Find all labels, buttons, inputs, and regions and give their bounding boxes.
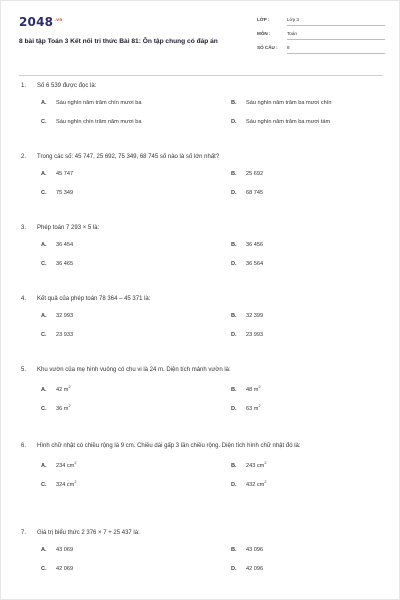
option-letter: D. (231, 190, 237, 196)
option-text: 36 454 (56, 242, 74, 248)
option-letter: D. (231, 481, 237, 488)
option-letter: D. (231, 119, 237, 125)
answer-option[interactable] (41, 260, 73, 268)
question-number: 4. (21, 296, 27, 302)
answer-option[interactable] (231, 99, 331, 107)
meta-value: Lớp 3 (287, 17, 299, 22)
question-3 (21, 223, 381, 269)
meta-label: SỐ CÂU : (257, 45, 278, 50)
option-text: Sáu nghìn năm trăm chín mươi ba (56, 100, 142, 106)
meta-underline (287, 53, 385, 54)
option-text: 36 m (56, 405, 69, 412)
question-number: 3. (21, 225, 27, 231)
option-letter: C. (41, 481, 47, 488)
option-text: Sáu nghìn chín trăm năm mươi ba (56, 119, 142, 125)
meta-row-subject (257, 29, 385, 43)
answer-options (21, 546, 381, 574)
question-stem (21, 152, 381, 162)
answer-option[interactable] (231, 546, 263, 554)
meta-label: MÔN : (257, 31, 271, 36)
logo-main: 2048 (19, 15, 54, 29)
option-letter: B. (231, 547, 237, 553)
option-letter: A. (41, 386, 47, 393)
option-superscript: 2 (74, 461, 77, 465)
option-letter: A. (41, 242, 47, 248)
question-2 (21, 152, 381, 198)
option-letter: C. (41, 566, 47, 572)
question-1 (21, 81, 381, 127)
question-5 (21, 365, 381, 411)
answer-options (21, 312, 381, 340)
option-text: 68 745 (246, 190, 264, 196)
option-text: 36 456 (246, 242, 264, 248)
option-superscript: 2 (258, 385, 261, 389)
question-text: Kết quả của phép toán 78 364 – 45 371 là: (37, 296, 151, 302)
question-text: Khu vườn của mẹ hình vuông có chu vi là 24 m. Diện tích mảnh vườn là: (37, 367, 231, 373)
question-7 (21, 528, 381, 574)
answer-option[interactable] (231, 459, 266, 470)
option-text: 32 399 (246, 313, 264, 319)
option-letter: D. (231, 566, 237, 572)
answer-option[interactable] (41, 170, 73, 178)
option-text: 432 cm (246, 481, 265, 488)
option-text: 36 564 (246, 261, 264, 267)
answer-option[interactable] (41, 189, 73, 197)
option-superscript: 2 (74, 480, 77, 484)
option-text: 42 069 (56, 566, 74, 572)
question-4 (21, 294, 381, 340)
meta-label: LỚP : (257, 17, 270, 22)
option-letter: C. (41, 190, 47, 196)
option-text: 63 m (246, 405, 259, 412)
answer-options (21, 170, 381, 198)
worksheet-header (19, 13, 385, 71)
question-stem (21, 528, 381, 538)
site-logo[interactable] (19, 15, 62, 29)
option-letter: B. (231, 171, 237, 177)
option-letter: B. (231, 242, 237, 248)
question-number: 5. (21, 367, 27, 373)
answer-option[interactable] (41, 478, 76, 489)
option-text: 42 m (56, 386, 69, 393)
answer-option[interactable] (231, 260, 263, 268)
option-letter: D. (231, 261, 237, 267)
option-superscript: 2 (68, 385, 71, 389)
answer-option[interactable] (41, 241, 73, 249)
option-text: 43 069 (56, 547, 74, 553)
answer-option[interactable] (231, 383, 261, 394)
logo-sub: .vn (54, 18, 63, 23)
meta-value: Toán (287, 31, 297, 36)
option-letter: A. (41, 171, 47, 177)
answer-options (21, 383, 381, 411)
option-letter: B. (231, 386, 237, 393)
option-text: 75 349 (56, 190, 74, 196)
option-letter: C. (41, 261, 47, 267)
answer-option[interactable] (231, 565, 263, 573)
answer-option[interactable] (231, 189, 263, 197)
answer-option[interactable] (231, 241, 263, 249)
option-text: Sáu nghìn năm trăm ba mươi chín (246, 100, 332, 106)
option-letter: D. (231, 332, 237, 338)
answer-option[interactable] (41, 402, 71, 413)
option-text: Sáu nghìn năm trăm ba mươi tám (246, 119, 331, 125)
option-text: 32 993 (56, 313, 74, 319)
question-text: Phép toán 7 293 × 5 là: (37, 225, 100, 231)
option-text: 25 692 (246, 171, 264, 177)
document-title: 8 bài tập Toán 3 Kết nối tri thức Bài 81: Ôn tập chung có đáp án (19, 38, 218, 45)
answer-option[interactable] (41, 565, 73, 573)
option-letter: A. (41, 547, 47, 553)
meta-underline (287, 39, 385, 40)
answer-options (21, 99, 381, 127)
answer-option[interactable] (231, 331, 263, 339)
option-text: 42 096 (246, 566, 264, 572)
question-text: Giá trị biểu thức 2 376 × 7 + 25 437 là: (37, 530, 140, 536)
option-text: 48 m (246, 386, 259, 393)
question-number: 1. (21, 83, 27, 89)
answer-option[interactable] (231, 478, 266, 489)
answer-option[interactable] (231, 312, 263, 320)
option-superscript: 2 (264, 480, 267, 484)
answer-option[interactable] (231, 118, 330, 126)
option-letter: B. (231, 100, 237, 106)
option-letter: A. (41, 462, 47, 469)
answer-option[interactable] (41, 99, 141, 107)
question-text: Hình chữ nhật có chiều rộng là 9 cm. Chiều dài gấp 3 lần chiều rộng. Diện tích hình chữ nhật đó là: (37, 443, 301, 449)
option-letter: C. (41, 332, 47, 338)
option-text: 23 993 (246, 332, 264, 338)
option-letter: B. (231, 313, 237, 319)
option-superscript: 2 (264, 461, 267, 465)
question-stem (21, 441, 381, 451)
question-stem (21, 294, 381, 304)
question-text: Số 6 539 được đọc là: (37, 83, 97, 89)
meta-info (257, 15, 385, 57)
answer-option[interactable] (41, 118, 141, 126)
option-letter: B. (231, 462, 237, 469)
header-divider (19, 75, 383, 76)
option-text: 23 933 (56, 332, 74, 338)
answer-option[interactable] (41, 331, 73, 339)
option-letter: C. (41, 405, 47, 412)
answer-option[interactable] (41, 312, 73, 320)
meta-value: 8 (287, 45, 290, 50)
question-text: Trong các số: 45 747, 25 692, 75 349, 68 745 số nào là số lớn nhất? (37, 154, 220, 160)
answer-option[interactable] (231, 170, 263, 178)
question-6 (21, 441, 381, 487)
answer-option[interactable] (231, 402, 261, 413)
option-superscript: 2 (68, 404, 71, 408)
option-text: 45 747 (56, 171, 74, 177)
meta-row-count (257, 43, 385, 57)
question-number: 2. (21, 154, 27, 160)
option-text: 43 096 (246, 547, 264, 553)
answer-option[interactable] (41, 383, 71, 394)
option-text: 36 465 (56, 261, 74, 267)
option-letter: A. (41, 100, 47, 106)
question-stem (21, 223, 381, 233)
option-text: 234 cm (56, 462, 75, 469)
option-text: 243 cm (246, 462, 265, 469)
answer-option[interactable] (41, 459, 76, 470)
question-number: 6. (21, 443, 27, 449)
answer-options (21, 459, 381, 487)
question-stem (21, 81, 381, 91)
question-stem (21, 365, 381, 375)
answer-option[interactable] (41, 546, 73, 554)
meta-underline (287, 25, 385, 26)
meta-row-class (257, 15, 385, 29)
answer-options (21, 241, 381, 269)
option-letter: C. (41, 119, 47, 125)
option-superscript: 2 (258, 404, 261, 408)
option-letter: A. (41, 313, 47, 319)
option-text: 324 cm (56, 481, 75, 488)
question-number: 7. (21, 530, 27, 536)
option-letter: D. (231, 405, 237, 412)
